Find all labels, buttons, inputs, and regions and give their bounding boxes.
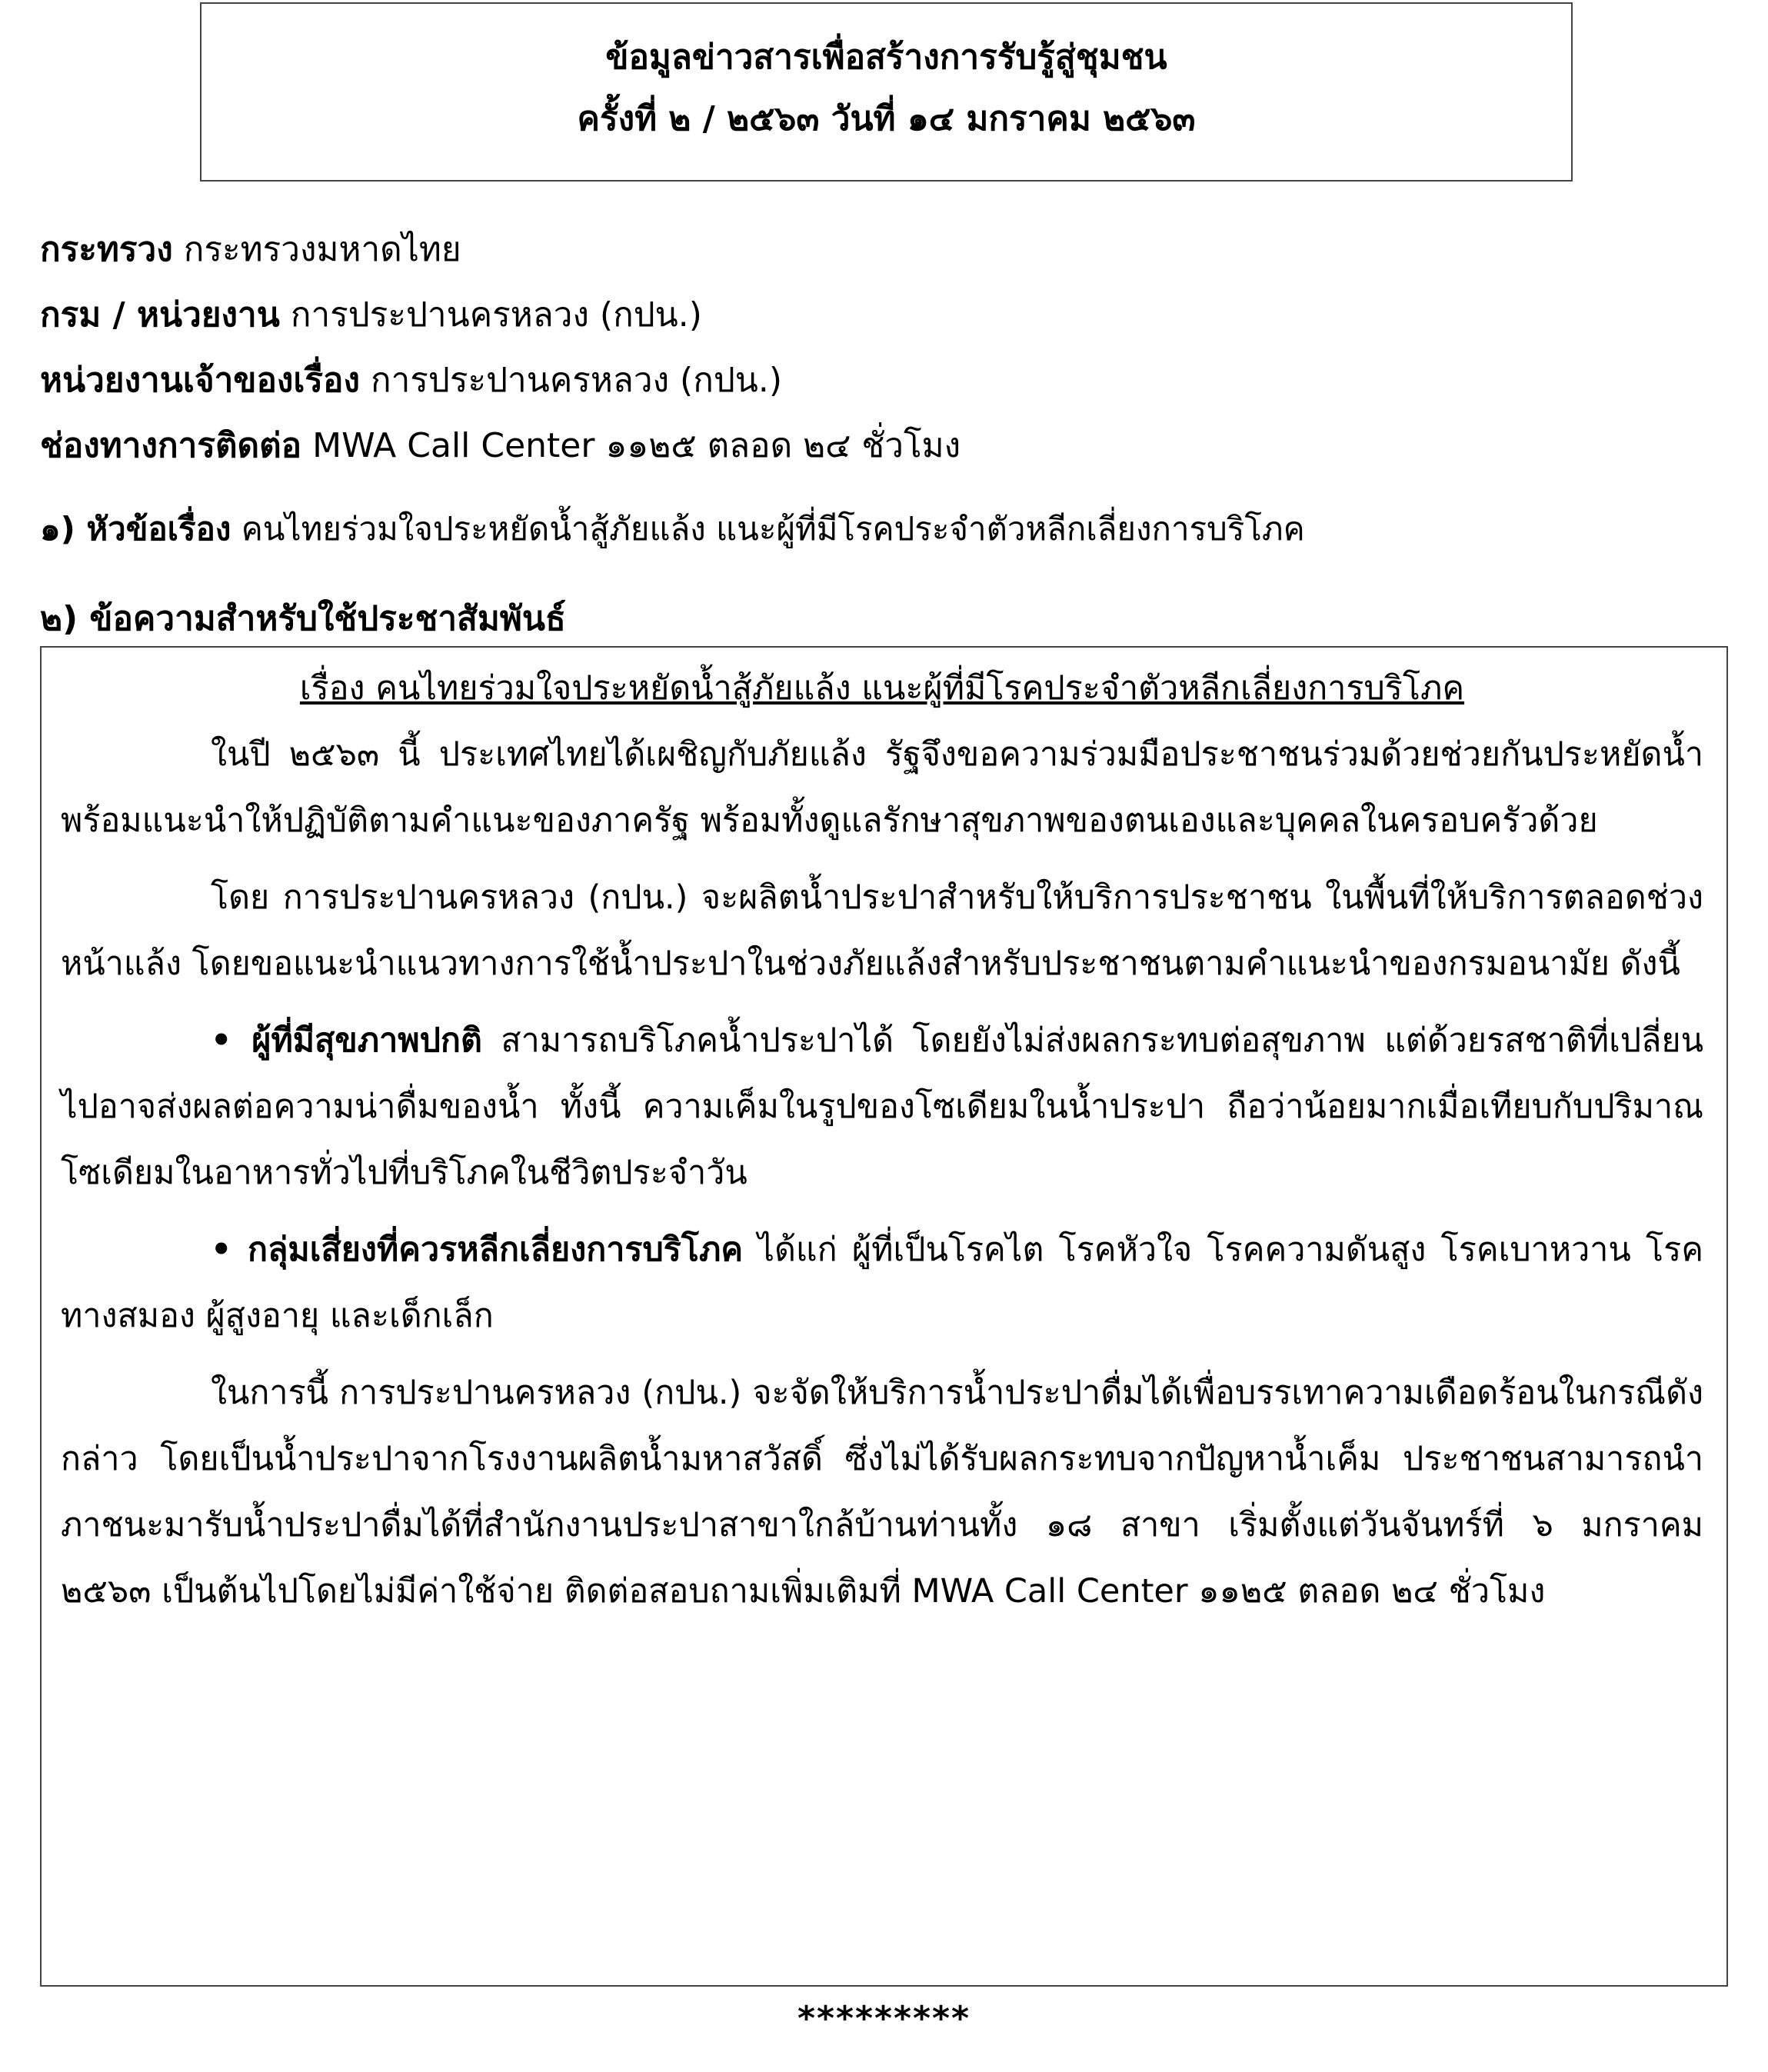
header-issue-date: ครั้งที่ ๒ / ๒๕๖๓ วันที่ ๑๔ มกราคม ๒๕๖๓ [577,99,1196,138]
bullet-healthy-text: สามารถบริโภคน้ำประปาได้ โดยยังไม่ส่งผลกระทบต่อสุขภาพ แต่ด้วยรสชาติที่เปลี่ยนไปอาจส่งผลต่อความน่าดื่มของน้ำ ทั้งนี้ ความเค็มในรูปของโซเดียมในน้ำประปา ถือว่าน้อยมากเมื่อเทียบกับปริมาณโซเดียมในอาหารทั่วไปที่บริโภคในชีวิตประจำวัน [61,1021,1703,1192]
ministry-label: กระทรวง [40,230,173,269]
contact-label: ช่องทางการติดต่อ [40,426,302,465]
department-value: การประปานครหลวง (กปน.) [290,295,702,335]
contact-value: MWA Call Center ๑๑๒๕ ตลอด ๒๔ ชั่วโมง [312,426,961,465]
topic-section [40,496,1305,561]
bullet-risk-text: ได้แก่ ผู้ที่เป็นโรคไต โรคหัวใจ โรคความดันสูง โรคเบาหวาน โรคทางสมอง ผู้สูงอายุ และเด็กเล็ก [61,1231,1704,1335]
bullet-healthy-label: • ผู้ที่มีสุขภาพปกติ [211,1021,482,1060]
paragraph-1: ในปี ๒๕๖๓ นี้ ประเทศไทยได้เผชิญกับภัยแล้ง รัฐจึงขอความร่วมมือประชาชนร่วมด้วยช่วยกันประหยัดน้ำ พร้อมแนะนำให้ปฏิบัติตามคำแนะของภาครัฐ พร้อมทั้งดูแลรักษาสุขภาพของตนเองและบุคคลในครอบครัวด้วย [61,735,1703,840]
ministry-value: กระทรวงมหาดไทย [183,230,461,269]
section2-heading: ๒) ข้อความสำหรับใช้ประชาสัมพันธ์ [40,599,566,638]
paragraph-2: โดย การประปานครหลวง (กปน.) จะผลิตน้ำประปาสำหรับให้บริการประชาชน ในพื้นที่ให้บริการตลอดช่วงหน้าแล้ง โดยขอแนะนำแนวทางการใช้น้ำประปาในช่วงภัยแล้งสำหรับประชาชนตามคำแนะนำของกรมอนามัย ดังนี้ [61,878,1703,983]
owner-value: การประปานครหลวง (กปน.) [370,361,783,400]
owner-label: หน่วยงานเจ้าของเรื่อง [40,361,360,400]
meta-owner [40,348,1732,413]
meta-contact [40,413,1732,478]
paragraph-3: ในการนี้ การประปานครหลวง (กปน.) จะจัดให้บริการน้ำประปาดื่มได้เพื่อบรรเทาความเดือดร้อนในกรณีดังกล่าว โดยเป็นน้ำประปาจากโรงงานผลิตน้ำมหาสวัสดิ์ ซึ่งไม่ได้รับผลกระทบจากปัญหาน้ำเค็ม ประชาชนสามารถนำภาชนะมารับน้ำประปาดื่มได้ที่สำนักงานประปาสาขาใกล้บ้านท่านทั้ง ๑๘ สาขา เริ่มตั้งแต่วันจันทร์ที่ ๖ มกราคม ๒๕๖๓ เป็นต้นไปโดยไม่มีค่าใช้จ่าย ติดต่อสอบถามเพิ่มเติมที่ MWA Call Center ๑๑๒๕ ตลอด ๒๔ ชั่วโมง [61,1374,1703,1611]
footer-stars: ********* [797,1999,971,2038]
bullet-risk-group [61,1217,1703,1349]
press-release-title: เรื่อง คนไทยร่วมใจประหยัดน้ำสู้ภัยแล้ง แนะผู้ที่มีโรคประจำตัวหลีกเลี่ยงการบริโภค [299,669,1465,708]
topic-label: ๑) หัวข้อเรื่อง [40,510,231,548]
bullet-healthy [61,1008,1703,1206]
header-title: ข้อมูลข่าวสารเพื่อสร้างการรับรู้สู่ชุมชน [605,38,1167,77]
press-release-box [40,646,1728,1987]
bullet-risk-label: • กลุ่มเสี่ยงที่ควรหลีกเลี่ยงการบริโภค [211,1231,744,1269]
meta-section [40,217,1732,478]
meta-department [40,282,1732,348]
header-box [200,2,1573,182]
meta-ministry [40,217,1732,282]
department-label: กรม / หน่วยงาน [40,295,280,335]
topic-value: คนไทยร่วมใจประหยัดน้ำสู้ภัยแล้ง แนะผู้ที่มีโรคประจำตัวหลีกเลี่ยงการบริโภค [241,510,1305,548]
